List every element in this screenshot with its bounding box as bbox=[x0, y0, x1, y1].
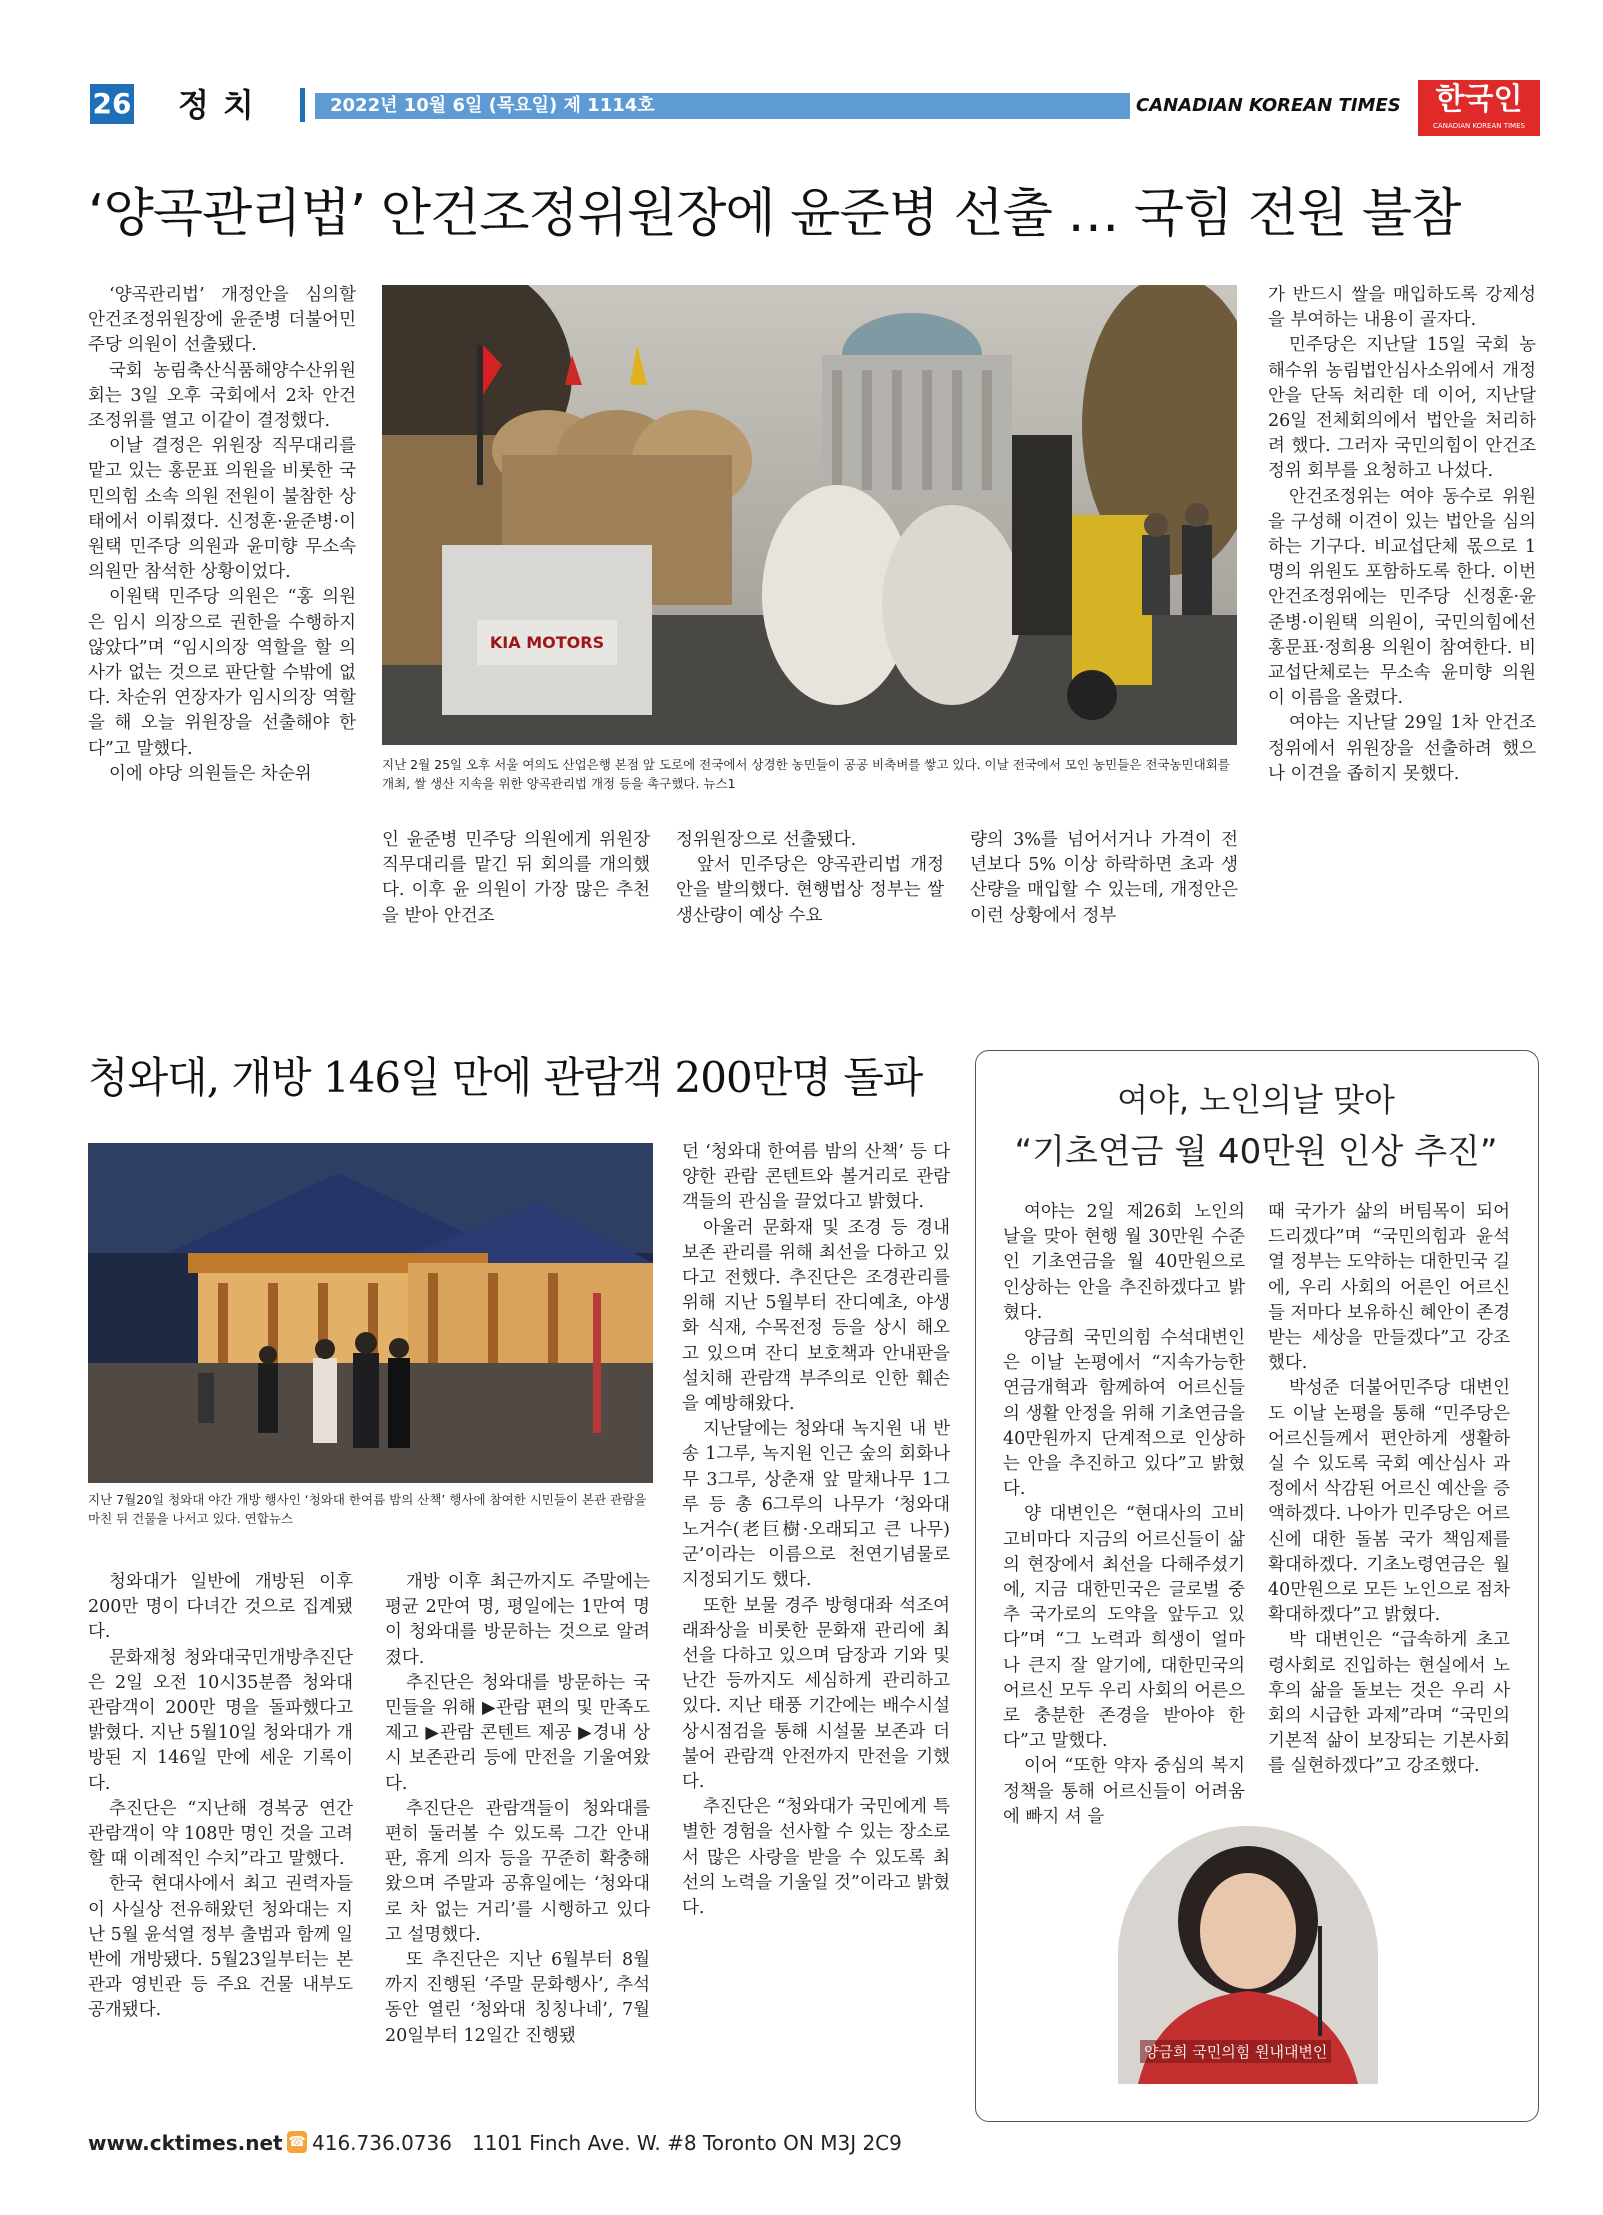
article3-headline-line1: 여야, 노인의날 맞아 bbox=[1117, 1081, 1395, 1119]
article2-headline: 청와대, 개방 146일 만에 관람객 200만명 돌파 bbox=[88, 1053, 923, 1102]
article2-column-1 bbox=[88, 1570, 353, 2120]
paragraph: 또한 보물 경주 방형대좌 석조여래좌상을 비롯한 문화재 관리에 최선을 다하고 있으며 담장과 기와 및 난간 등까지도 세심하게 관리하고 있다. 지난 태풍 기간에는 배수시설 상시점검을 통해 시설물 보존과 더불어 관람객 안전까지 만전을 기했다. bbox=[682, 1595, 950, 1793]
paragraph: 이날 결정은 위원장 직무대리를 맡고 있는 홍문표 의원을 비롯한 국민의힘 소속 의원 전원이 불참한 상태에서 이뤄졌다. 신정훈·윤준병·이원택 민주당 의원과 윤미향 무소속 의원만 참석한 상황이었다. bbox=[88, 436, 356, 583]
website-link[interactable]: www.cktimes.net bbox=[88, 2131, 283, 2155]
article1-column-4 bbox=[970, 828, 1238, 943]
paragraph: 이원택 민주당 의원은 “홍 의원은 임시 의장으로 권한을 수행하지 않았다”며 “임시의장 역할을 할 의사가 없는 것으로 판단할 수밖에 없다. 차순위 연장자가 임시의장 역할을 해 오늘 위원장을 선출해야 한다”고 말했다. bbox=[88, 587, 356, 759]
paragraph: 이에 야당 의원들은 차순위 bbox=[109, 763, 312, 784]
article2-column-2 bbox=[385, 1570, 650, 2120]
paragraph: 여야는 지난달 29일 1차 안건조정위에서 위원장을 선출하려 했으나 이견을 좁히지 못했다. bbox=[1268, 713, 1536, 784]
paragraph: 양 대변인은 “현대사의 고비 고비마다 지금의 어르신들이 삶의 현장에서 최선을 다해주셨기에, 지금 대한민국은 글로벌 중추 국가로의 도약을 앞두고 있다”며 “그 노력과 희생이 얼마나 큰지 잘 알기에, 대한민국의 어르신 모두 우리 사회의 어른으로 충분한 존경을 받아야 한다”고 말했다. bbox=[1003, 1504, 1245, 1752]
paragraph: 또 추진단은 지난 6월부터 8월까지 진행된 ‘주말 문화행사’, 추석 동안 열린 ‘청와대 칭칭나네’, 7월20일부터 12일간 진행됐 bbox=[385, 1950, 650, 2046]
article1-column-3 bbox=[676, 828, 944, 943]
paragraph: 가 반드시 쌀을 매입하도록 강제성을 부여하는 내용이 골자다. bbox=[1268, 285, 1536, 331]
paragraph: 양금희 국민의힘 수석대변인은 이날 논평에서 “지속가능한 연금개혁과 함께하여 어르신들의 생활 안정을 위해 기초연금을 40만원까지 단계적으로 인상하는 안을 추진하고 있다”고 밝혔다. bbox=[1003, 1328, 1245, 1500]
issue-date: 2022년 10월 6일 (목요일) 제 1114호 bbox=[330, 95, 655, 116]
logo-subtext: CANADIAN KOREAN TIMES bbox=[1433, 122, 1525, 130]
paragraph: 지난달에는 청와대 녹지원 내 반송 1그루, 녹지원 인근 숲의 회화나무 3그루, 상춘재 앞 말채나무 1그루 등 총 6그루의 나무가 ‘청와대 노거수(老巨樹·오래되고 큰 나무) 군’이라는 이름으로 천연기념물로 지정되기도 했다. bbox=[682, 1419, 950, 1591]
section-title: 정치 bbox=[178, 86, 268, 124]
article1-photo bbox=[382, 285, 1237, 745]
address: 1101 Finch Ave. W. #8 Toronto ON M3J 2C9 bbox=[472, 2131, 902, 2155]
paper-logo[interactable] bbox=[1418, 80, 1540, 136]
paragraph: 던 ‘청와대 한여름 밤의 산책’ 등 다양한 관람 콘텐트와 볼거리로 관람객들의 관심을 끌었다고 밝혔다. bbox=[682, 1142, 950, 1213]
article1-column-5 bbox=[1268, 283, 1536, 943]
paragraph: 민주당은 지난달 15일 국회 농해수위 농림법안심사소위에서 개정안을 단독 처리한 데 이어, 지난달 26일 전체회의에서 법안을 처리하려 했다. 그러자 국민의힘이 안건조정위 회부를 요청하고 나섰다. bbox=[1268, 335, 1536, 482]
paragraph: 개방 이후 최근까지도 주말에는 평균 2만여 명, 평일에는 1만여 명이 청와대를 방문하는 것으로 알려졌다. bbox=[385, 1572, 650, 1668]
paragraph: 한국 현대사에서 최고 권력자들이 사실상 전유해왔던 청와대는 지난 5월 윤석열 정부 출범과 함께 일반에 개방됐다. 5월23일부터는 본관과 영빈관 등 주요 건물 내부도 공개됐다. bbox=[88, 1874, 353, 2021]
paragraph: 정위원장으로 선출됐다. bbox=[676, 830, 857, 850]
paragraph: 청와대가 일반에 개방된 이후 200만 명이 다녀간 것으로 집계됐다. bbox=[88, 1572, 353, 1643]
paragraph: ‘양곡관리법’ 개정안을 심의할 안건조정위원장에 윤준병 더불어민주당 의원이 선출됐다. bbox=[88, 285, 356, 356]
article1-column-2 bbox=[382, 828, 650, 943]
paragraph: 추진단은 관람객들이 청와대를 편히 둘러볼 수 있도록 그간 안내판, 휴게 의자 등을 꾸준히 확충해왔으며 주말과 공휴일에는 ‘청와대로 차 없는 거리’를 시행하고 있다고 설명했다. bbox=[385, 1798, 650, 1945]
paragraph: 앞서 민주당은 양곡관리법 개정안을 발의했다. 현행법상 정부는 쌀 생산량이 예상 수요 bbox=[676, 855, 944, 926]
paragraph: 여야는 2일 제26회 노인의 날을 맞아 현행 월 30만원 수준인 기초연금을 월 40만원으로 인상하는 안을 추진하겠다고 밝혔다. bbox=[1003, 1202, 1245, 1323]
header-separator bbox=[300, 88, 305, 122]
article3-headline-line2: “기초연금 월 40만원 인상 추진” bbox=[1014, 1132, 1498, 1172]
phone-number: 416.736.0736 bbox=[312, 2131, 452, 2155]
article3-photo-caption: 양금희 국민의힘 원내대변인 bbox=[1140, 2040, 1331, 2063]
article2-photo-caption: 지난 7월20일 청와대 야간 개방 행사인 ‘청와대 한여름 밤의 산책’ 행사에 참여한 시민들이 본관 관람을 마친 뒤 건물을 나서고 있다. 연합뉴스 bbox=[88, 1492, 647, 1526]
paragraph: 때 국가가 삶의 버팀목이 되어 드리겠다”며 “국민의힘과 윤석열 정부는 도약하는 대한민국 길에, 우리 사회의 어른인 어르신들 저마다 보유하신 혜안이 존경받는 세상을 만들겠다”고 강조했다. bbox=[1268, 1202, 1510, 1374]
page-number: 26 bbox=[90, 84, 134, 124]
article1-headline: ‘양곡관리법’ 안건조정위원장에 윤준병 선출 … 국힘 전원 불참 bbox=[88, 184, 1461, 244]
paragraph: 인 윤준병 민주당 의원에게 위원장 직무대리를 맡긴 뒤 회의를 개의했다. 이후 윤 의원이 가장 많은 추천을 받아 안건조 bbox=[382, 830, 650, 926]
paragraph: 국회 농림축산식품해양수산위원회는 3일 오후 국회에서 2차 안건조정위를 열고 이같이 결정했다. bbox=[88, 360, 356, 432]
article1-column-1 bbox=[88, 283, 356, 943]
article1-photo-caption: 지난 2월 25일 오후 서울 여의도 산업은행 본점 앞 도로에 전국에서 상경한 농민들이 공공 비축벼를 쌓고 있다. 이날 전국에서 모인 농민들은 전국농민대회를 개최, 쌀 생산 지속을 위한 양곡관리법 개정 등을 촉구했다. 뉴스1 bbox=[382, 757, 1230, 791]
phone-icon: ☎ bbox=[287, 2131, 307, 2153]
paragraph: 문화재청 청와대국민개방추진단은 2일 오전 10시35분쯤 청와대 관람객이 200만 명을 돌파했다고 밝혔다. 지난 5월10일 청와대가 개방된 지 146일 만에 세운 기록이다. bbox=[88, 1647, 353, 1794]
paragraph: 박성준 더불어민주당 대변인도 이날 논평을 통해 “민주당은 어르신들께서 편안하게 생활하실 수 있도록 국회 예산심사 과정에서 삭감된 어르신 예산을 증액하겠다. 나아가 민주당은 어르신에 대한 돌봄 국가 책임제를 확대하겠다. 기초노령연금은 월 40만원으로 모든 노인으로 점차 확대하겠다”고 밝혔다. bbox=[1268, 1378, 1510, 1626]
paragraph: 량의 3%를 넘어서거나 가격이 전년보다 5% 이상 하락하면 초과 생산량을 매입할 수 있는데, 개정안은 이런 상황에서 정부 bbox=[970, 830, 1238, 926]
paragraph: 추진단은 “청와대가 국민에게 특별한 경험을 선사할 수 있는 장소로서 많은 사랑을 받을 수 있도록 최선의 노력을 기울일 것”이라고 밝혔다. bbox=[682, 1797, 950, 1919]
logo-text: 한국인 bbox=[1435, 82, 1523, 117]
article2-column-3 bbox=[682, 1140, 950, 2120]
paragraph: 아울러 문화재 및 조경 등 경내 보존 관리를 위해 최선을 다하고 있다고 전했다. 추진단은 조경관리를 위해 지난 5월부터 잔디예초, 야생화 식재, 수목전정 등을 상시 해오고 있으며 잔디 보호책과 안내판을 설치해 관람객 부주의로 인한 훼손을 예방해왔다. bbox=[682, 1217, 950, 1415]
farmers-rice-sacks-image bbox=[382, 285, 1237, 745]
paragraph: 박 대변인은 “급속하게 초고령사회로 진입하는 현실에서 노후의 삶을 돌보는 것은 우리 사회의 시급한 과제”라며 “국민의 기본적 삶이 보장되는 기본사회를 실현하겠다”고 강조했다. bbox=[1268, 1630, 1510, 1777]
article2-photo bbox=[88, 1143, 653, 1483]
paragraph: 이어 “또한 약자 중심의 복지정책을 통해 어르신들이 어려움에 빠지 셔 을 bbox=[1003, 1756, 1245, 1827]
paragraph: 추진단은 청와대를 방문하는 국민들을 위해 ▶관람 편의 및 만족도 제고 ▶관람 콘텐트 제공 ▶경내 상시 보존관리 등에 만전을 기울여왔다. bbox=[385, 1672, 650, 1794]
paragraph: 안건조정위는 여야 동수로 위원을 구성해 이견이 있는 법안을 심의하는 기구다. 비교섭단체 몫으로 1명의 위원도 포함하도록 한다. 이번 안건조정위에는 민주당 신정훈·윤준병·이원택 의원이, 국민의힘에선 홍문표·정희용 의원이 참여한다. 비교섭단체로는 무소속 윤미향 의원이 이름을 올렸다. bbox=[1268, 486, 1536, 709]
paper-name: CANADIAN KOREAN TIMES bbox=[1130, 93, 1407, 119]
blue-house-night-image bbox=[88, 1143, 653, 1483]
truck-brand-text: KIA MOTORS bbox=[489, 633, 605, 652]
paragraph: 추진단은 “지난해 경복궁 연간 관람객이 약 108만 명인 것을 고려할 때 이례적인 수치”라고 말했다. bbox=[88, 1798, 353, 1870]
